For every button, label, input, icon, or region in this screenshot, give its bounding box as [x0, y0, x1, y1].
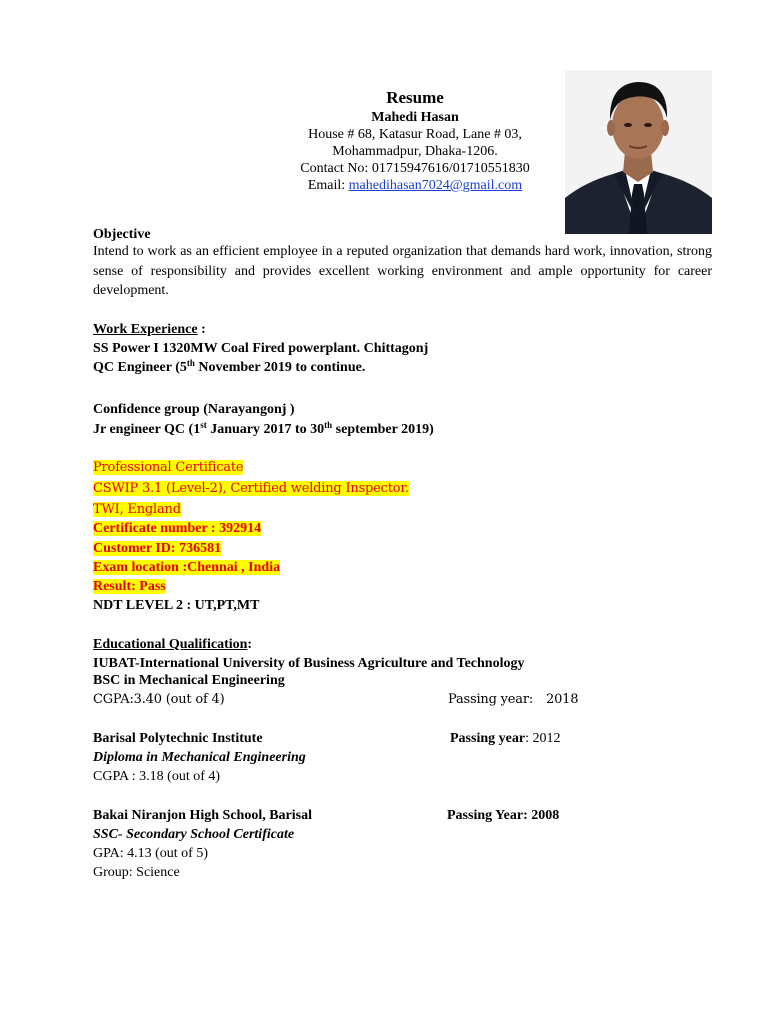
ndt-level: NDT LEVEL 2 : UT,PT,MT — [93, 598, 260, 613]
edu2-year-row — [450, 731, 560, 747]
education-label: Educational Qualification — [93, 637, 248, 652]
job1-role — [93, 360, 365, 376]
edu1-year-label: Passing year: — [448, 692, 534, 707]
job1-role-text: QC Engineer (5 — [93, 360, 187, 375]
address-line-2: Mohammadpur, Dhaka-1206. — [332, 144, 498, 159]
contact-number: Contact No: 01715947616/01710551830 — [300, 161, 530, 176]
certificate-heading-text: Professional Certificate — [93, 460, 244, 475]
edu1-year: 2018 — [546, 692, 579, 707]
job2-role-sup1: st — [200, 420, 207, 430]
education-heading — [93, 637, 252, 653]
job1-company: SS Power I 1320MW Coal Fired powerplant. Chittagonj — [93, 341, 429, 356]
certificate-number — [93, 521, 261, 537]
customer-id-text: Customer ID: 736581 — [93, 541, 222, 556]
profile-photo — [565, 70, 712, 234]
job2-role — [93, 422, 434, 438]
edu2-year-label: Passing year — [450, 731, 526, 746]
edu3-group: Group: Science — [93, 865, 180, 880]
edu1-school: IUBAT-International University of Business Agriculture and Technology — [93, 656, 525, 671]
customer-id — [93, 541, 221, 557]
certificate-number-text: Certificate number : 392914 — [93, 521, 262, 536]
email-link[interactable]: mahedihasan7024@gmail.com — [348, 178, 523, 193]
certificate-heading — [93, 460, 243, 475]
work-experience-colon: : — [197, 322, 206, 337]
edu2-school: Barisal Polytechnic Institute — [93, 731, 263, 746]
job2-role-dates: January 2017 to 30 — [206, 422, 325, 437]
work-experience-heading — [93, 322, 206, 338]
job2-company: Confidence group (Narayangonj ) — [93, 402, 295, 417]
edu1-cgpa: CGPA:3.40 (out of 4) — [93, 692, 225, 707]
edu3-gpa: GPA: 4.13 (out of 5) — [93, 846, 208, 861]
certificate-line2 — [93, 502, 181, 517]
edu2-cgpa: CGPA : 3.18 (out of 4) — [93, 769, 221, 784]
objective-text: Intend to work as an efficient employee in a reputed organization that demands hard work, innovation, strong sense of responsibility and provides excellent working environment and ample opportunity for career development. — [93, 244, 712, 298]
job2-role-end: september 2019) — [332, 422, 434, 437]
edu2-year: : 2012 — [525, 731, 561, 746]
certificate-line2-text: TWI, England — [93, 502, 181, 517]
job1-role-sup: th — [186, 358, 195, 368]
education-colon: : — [247, 637, 253, 652]
objective-heading: Objective — [93, 227, 151, 242]
edu3-degree: SSC- Secondary School Certificate — [93, 827, 295, 842]
work-experience-label: Work Experience — [93, 322, 198, 337]
result — [93, 579, 166, 595]
edu3-year: Passing Year: 2008 — [447, 808, 560, 823]
certificate-line1-text: CSWIP 3.1 (Level-2), Certified welding Inspector. — [93, 481, 409, 496]
job2-role-sup2: th — [324, 420, 333, 430]
exam-location — [93, 560, 280, 576]
exam-location-text: Exam location :Chennai , India — [93, 560, 281, 575]
email-label: Email: — [307, 178, 349, 193]
email-row — [230, 177, 600, 194]
result-text: Result: Pass — [93, 579, 166, 594]
certificate-line1 — [93, 481, 409, 496]
job2-role-text: Jr engineer QC (1 — [93, 422, 201, 437]
job1-role-dates: November 2019 to continue. — [194, 360, 366, 375]
applicant-name: Mahedi Hasan — [371, 110, 459, 125]
address-line-1: House # 68, Katasur Road, Lane # 03, — [308, 127, 522, 142]
edu2-degree: Diploma in Mechanical Engineering — [93, 750, 306, 765]
resume-title: Resume — [386, 88, 444, 107]
edu1-degree: BSC in Mechanical Engineering — [93, 673, 285, 688]
edu3-school: Bakai Niranjon High School, Barisal — [93, 808, 312, 823]
